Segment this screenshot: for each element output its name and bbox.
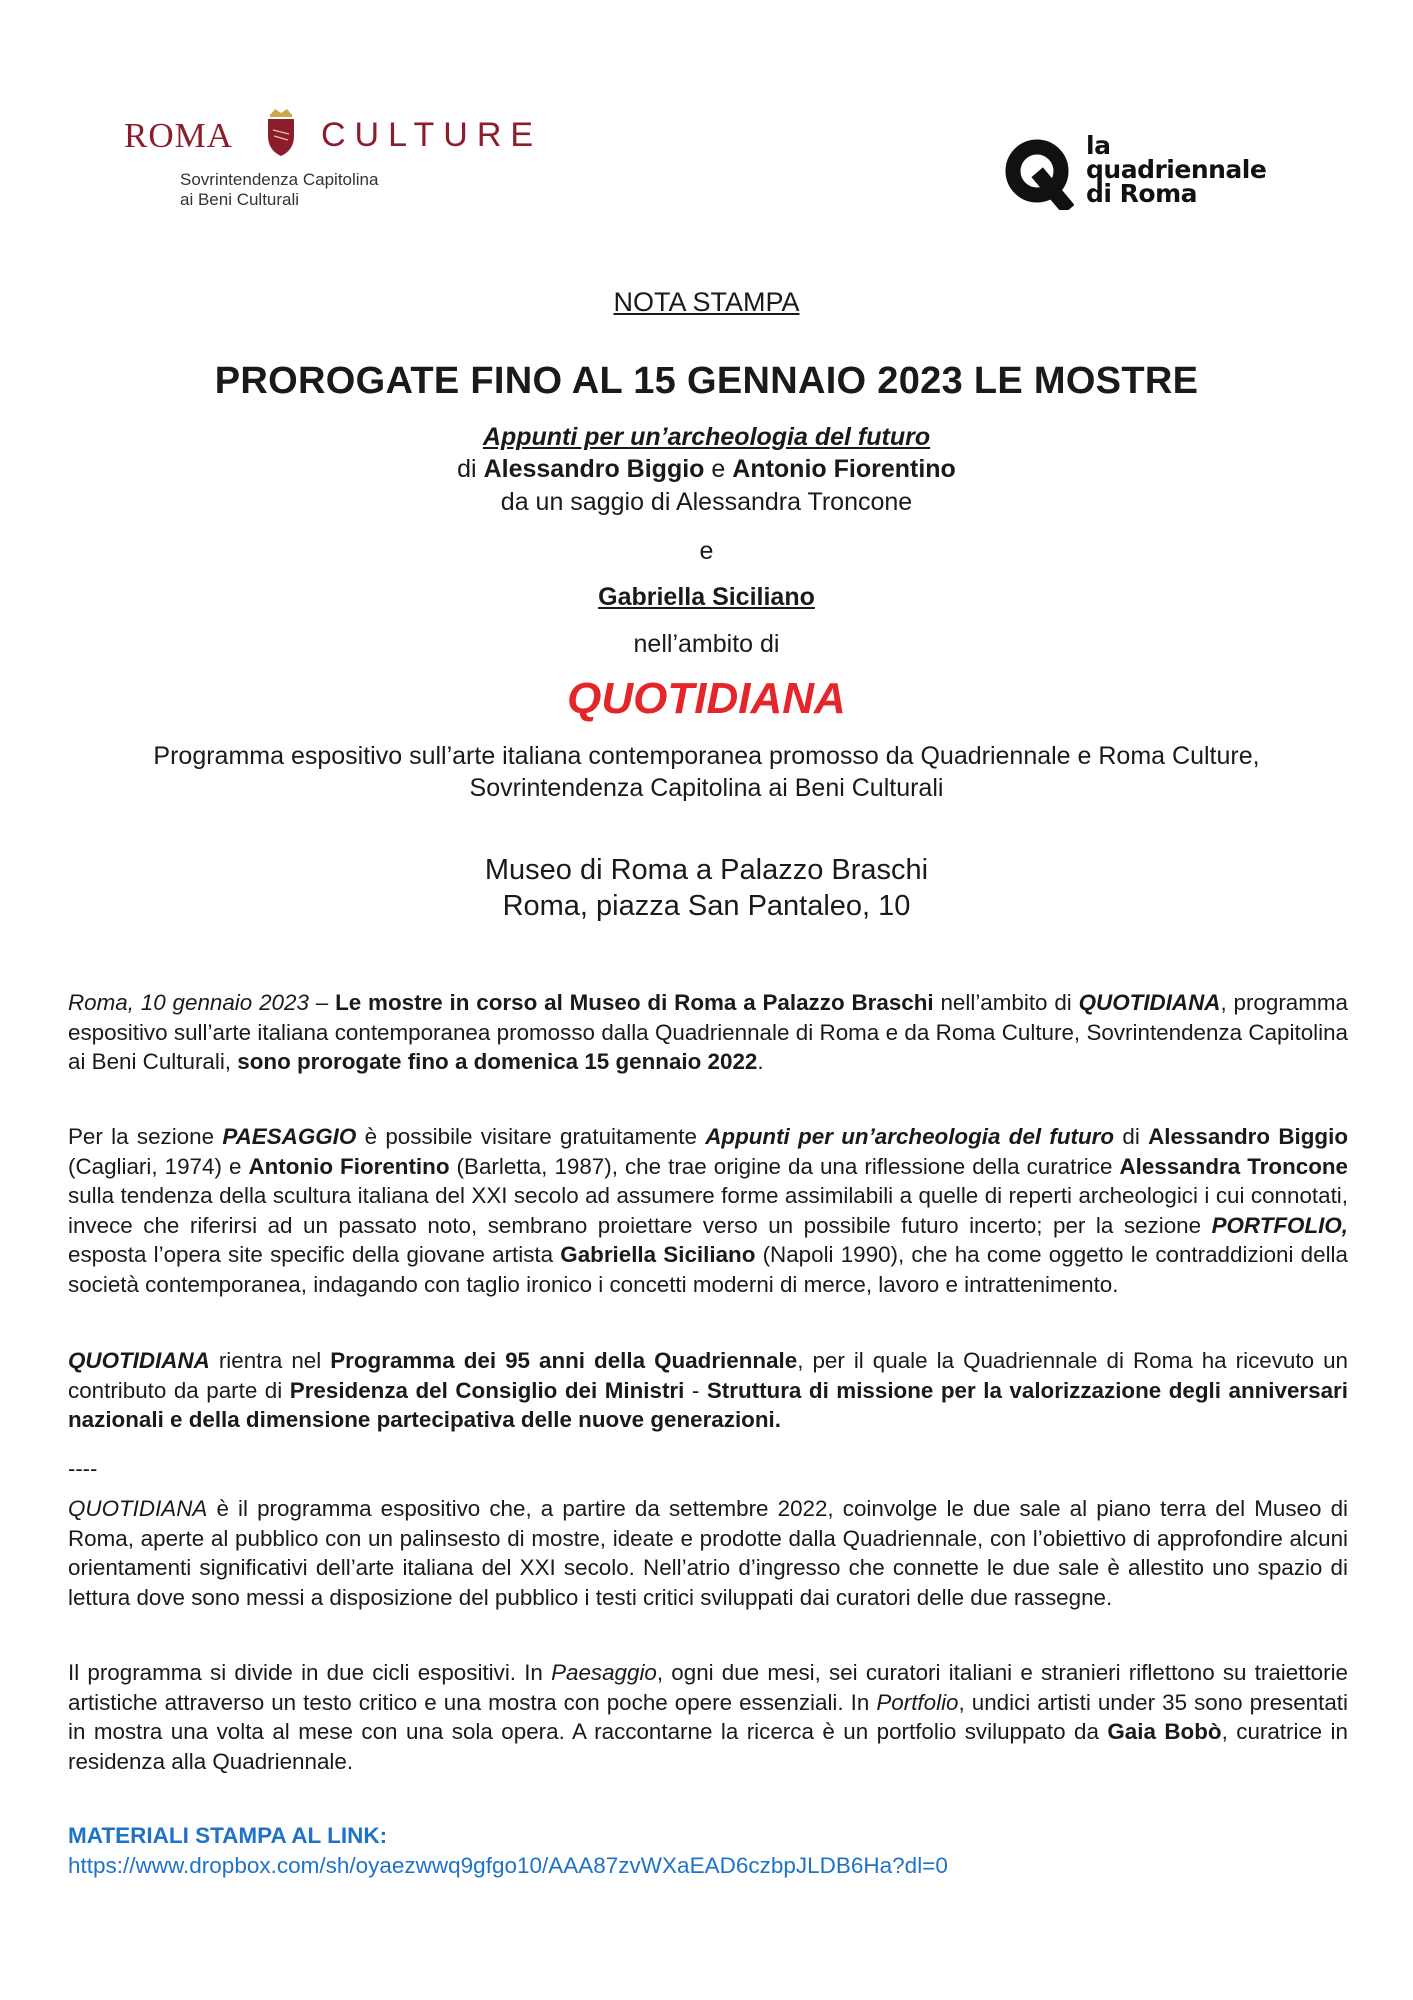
text-span: (Napoli 1990), che ha come oggetto le contraddizioni della società contemporanea, indagando con taglio ironico i concetti moderni di merce, lavoro e intrattenimento. [68,1242,1348,1297]
quadriennale-q-icon [1004,138,1074,210]
text-program-name: QUOTIDIANA [1078,990,1221,1015]
text-span: è possibile visitare gratuitamente [356,1124,706,1149]
headline: PROROGATE FINO AL 15 GENNAIO 2023 LE MOSTRE [214,360,1199,402]
text-span: , per il quale la Quadriennale di Roma ha ricevuto un contributo da parte di [68,1348,1348,1403]
culture-wordmark: CULTURE [321,116,543,154]
roma-culture-logo [124,108,584,218]
text-bold: Gabriella Siciliano [560,1242,756,1267]
quadriennale-logo [1004,132,1284,212]
text-bold: Antonio Fiorentino [248,1153,450,1179]
paragraph-sections [68,1122,1348,1299]
program-description-1: Programma espositivo sull’arte italiana contemporanea promosso da Quadriennale e Roma Culture, [153,742,1260,770]
text-span: rientra nel [209,1348,331,1373]
text-span: Il programma si divide in due cicli espositivi. In [68,1660,552,1685]
text-bold: Struttura di missione per la valorizzazione degli anniversari nazionali e della dimensione partecipativa delle nuove generazioni. [68,1377,1348,1432]
text-span: - [684,1377,707,1403]
artists-line [0,455,1413,484]
text-span: , ogni due mesi, sei curatori italiani e stranieri riflettono su traiettorie artistiche attraverso un testo critico e una mostra con poche opere essenziali. In [68,1660,1348,1715]
program-title: QUOTIDIANA [567,674,846,723]
roma-shield-icon [263,108,299,158]
quadriennale-text-name: quadriennale [1086,155,1267,184]
within-line: nell’ambito di [633,630,780,658]
program-description-2: Sovrintendenza Capitolina ai Beni Culturali [469,774,944,802]
roma-wordmark: ROMA [124,116,234,155]
materials-title: MATERIALI STAMPA AL LINK: [68,1823,388,1848]
venue-name: Museo di Roma a Palazzo Braschi [484,854,929,886]
separator: ---- [68,1456,98,1481]
text-span: Per la sezione [68,1124,223,1149]
text-span: di [1114,1124,1149,1149]
dateline: Roma, 10 gennaio 2023 [68,990,309,1015]
paragraph-intro [68,988,1348,1077]
text-exhibition-title: Appunti per un’archeologia del futuro [705,1124,1115,1149]
text-span: (Barletta, 1987), che trae origine da una riflessione della curatrice [449,1153,1120,1179]
text-program-name: QUOTIDIANA [68,1496,208,1521]
sovrintendenza-line-2: ai Beni Culturali [180,190,300,209]
text-italic: Portfolio [876,1689,959,1715]
artists-e: e [711,455,726,483]
text-span: (Cagliari, 1974) e [68,1153,249,1179]
text-span: . [757,1049,764,1074]
artist-biggio: Alessandro Biggio [483,455,705,483]
artist-fiorentino: Antonio Fiorentino [732,455,956,483]
text-span: – [308,990,336,1015]
text-bold: Alessandro Biggio [1148,1124,1348,1149]
text-span: , undici artisti under 35 sono presentati in mostra una volta al mese con una sola opera. A raccontarne la ricerca è un portfolio sviluppato da [68,1689,1348,1744]
text-span: sulla tendenza della scultura italiana del XXI secolo ad assumere forme assimilabili a quelle di reperti archeologici i cui connotati, invece che riferirsi ad un passato noto, sembrano proiettare verso un possibile futuro incerto; per la sezione [68,1183,1348,1238]
nota-stampa-label: NOTA STAMPA [613,287,800,317]
materials-link[interactable]: https://www.dropbox.com/sh/oyaezwwq9gfgo10/AAA87zvWXaEAD6czbpJLDB6Ha?dl=0 [68,1853,948,1878]
artists-di: di [457,455,477,483]
sovrintendenza-line-1: Sovrintendenza Capitolina [180,170,379,189]
text-bold: Presidenza del Consiglio dei Ministri [289,1377,685,1403]
paragraph-program [68,1494,1348,1612]
text-span: esposta l’opera site specific della giovane artista [68,1242,561,1267]
text-bold: Le mostre in corso al Museo di Roma a Palazzo Braschi [335,990,934,1015]
text-span: è il programma espositivo che, a partire da settembre 2022, coinvolge le due sale al piano terra del Museo di Roma, aperte al pubblico con un palinsesto di mostre, ideate e prodotte dalla Quadriennale, con l’obiettivo di approfondire alcuni orientamenti significativi dell’arte italiana del XXI secolo. Nell’atrio d’ingresso che connette le due sale è allestito uno spazio di lettura dove sono messi a disposizione del pubblico i testi critici sviluppati dai curatori delle due rassegne. [68,1496,1348,1610]
text-bold: Gaia Bobò [1107,1719,1222,1744]
text-program-name: QUOTIDIANA [68,1348,210,1373]
text-span: , programma espositivo sull’arte italiana contemporanea promosso dalla Quadriennale di Roma e da Roma Culture, Sovrintendenza Capitolina ai Beni Culturali, [68,990,1349,1074]
text-bold: Alessandra Troncone [1119,1153,1349,1179]
quadriennale-text-la: la [1086,131,1111,160]
text-bold: Programma dei 95 anni della Quadriennale [330,1348,798,1373]
artist-siciliano: Gabriella Siciliano [598,583,815,611]
quadriennale-text-city: di Roma [1086,179,1198,208]
text-bold: sono prorogate fino a domenica 15 gennaio 2022 [237,1049,758,1074]
exhibition-title: Appunti per un’archeologia del futuro [482,423,931,451]
conjunction-line: e [699,537,714,565]
text-section-paesaggio: PAESAGGIO [222,1124,357,1149]
text-span: , curatrice in residenza alla Quadriennale. [68,1719,1348,1774]
text-section-portfolio: PORTFOLIO, [1211,1212,1348,1238]
essay-line: da un saggio di Alessandra Troncone [500,488,913,516]
venue-address: Roma, piazza San Pantaleo, 10 [502,890,911,922]
text-span: nell’ambito di [933,990,1079,1015]
paragraph-cycles [68,1658,1348,1776]
text-italic: Paesaggio [551,1660,657,1685]
paragraph-funding [68,1346,1348,1435]
